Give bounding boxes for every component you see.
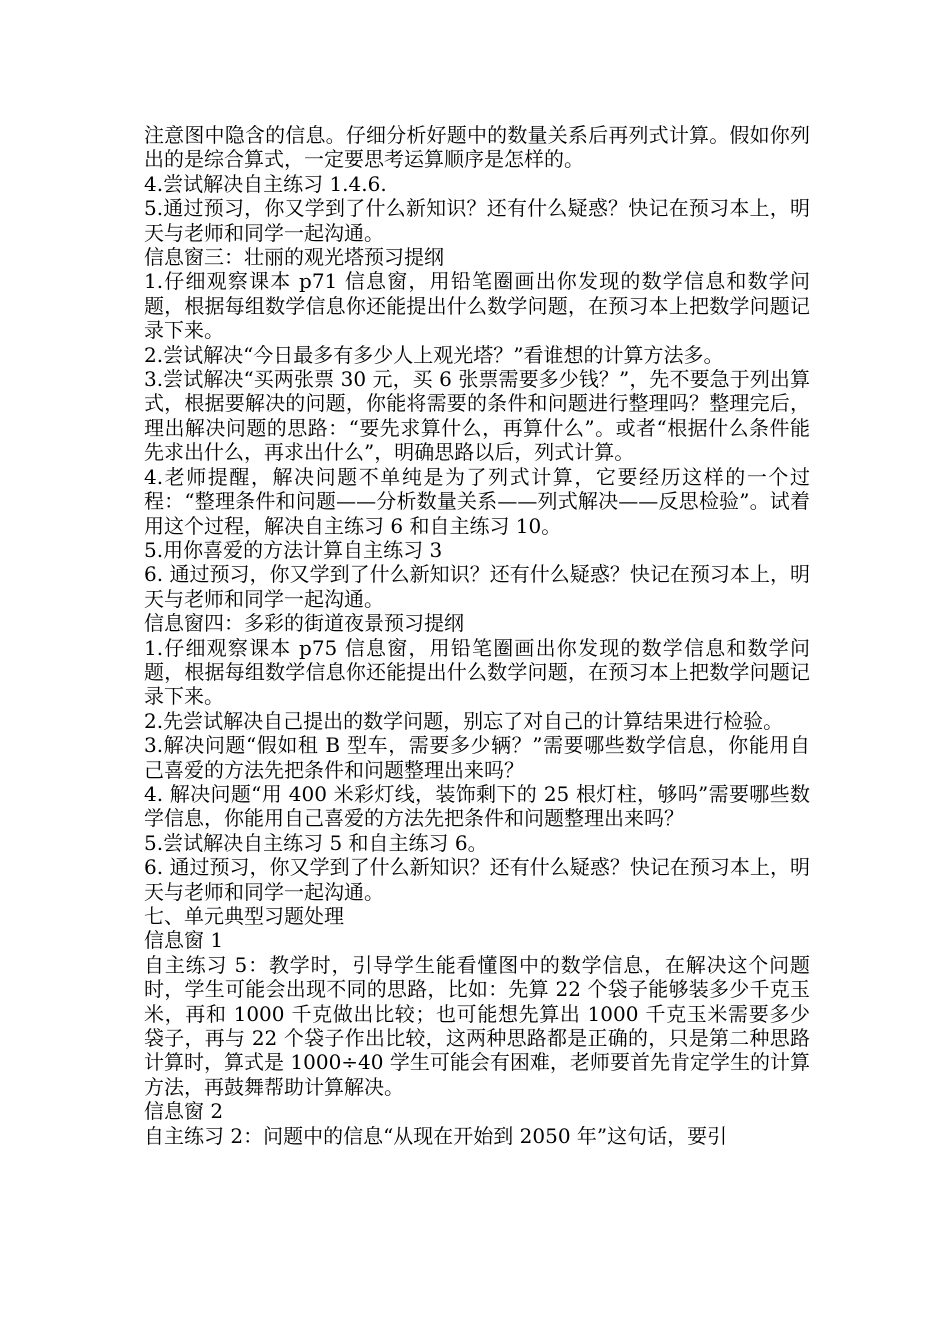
- paragraph-observe-p71: 1.仔细观察课本 p71 信息窗，用铅笔圈画出你发现的数学信息和数学问题，根据每组数学信息你还能提出什么数学问题，在预习本上把数学问题记录下来。: [144, 269, 810, 343]
- paragraph-hidden-info-note: 注意图中隐含的信息。仔细分析好题中的数量关系后再列式计算。假如你列出的是综合算式，一定要思考运算顺序是怎样的。: [144, 123, 810, 172]
- subheading-info-window-1: 信息窗 1: [144, 928, 224, 953]
- paragraph-preview-reflection-2: 6. 通过预习，你又学到了什么新知识？还有什么疑惑？快记在预习本上，明天与老师和同学一起沟通。: [144, 562, 810, 611]
- subheading-info-window-2: 信息窗 2: [144, 1099, 224, 1124]
- section-heading-info-window-3: 信息窗三：壮丽的观光塔预习提纲: [144, 245, 444, 270]
- paragraph-preview-reflection: 5.通过预习，你又学到了什么新知识？还有什么疑惑？快记在预习本上，明天与老师和同学一起沟通。: [144, 196, 810, 245]
- paragraph-try-exercises-1-4-6: 4.尝试解决自主练习 1.4.6.: [144, 171, 387, 196]
- paragraph-teacher-reminder: 4.老师提醒，解决问题不单纯是为了列式计算，它要经历这样的一个过程：“整理条件和问题——分析数量关系——列式解决——反思检验”。试着用这个过程，解决自主练习 6 和自主练习 10。: [144, 464, 810, 538]
- paragraph-exercise-5-corn: 自主练习 5：教学时，引导学生能看懂图中的数学信息，在解决这个问题时，学生可能会出现不同的思路，比如：先算 22 个袋子能够装多少千克玉米，再和 1000 千克做出比较；也可能想先算出 1000 千克玉米需要多少袋子，再与 22 个袋子作出比较，这两种思路都是正确的，只是第二种思路计算时，算式是 1000÷40 学生可能会有困难，老师要首先肯定学生的计算方法，再鼓舞帮助计算解决。: [144, 952, 810, 1099]
- paragraph-exercises-5-6: 5.尝试解决自主练习 5 和自主练习 6。: [144, 830, 488, 855]
- document-body: [144, 123, 810, 1148]
- paragraph-light-string: 4. 解决问题“用 400 米彩灯线，装饰剩下的 25 根灯柱，够吗”需要哪些数学信息，你能用自己喜爱的方法先把条件和问题整理出来吗？: [144, 781, 810, 831]
- paragraph-tower-visitors: 2.尝试解决“今日最多有多少人上观光塔？”看谁想的计算方法多。: [144, 342, 724, 367]
- section-heading-info-window-4: 信息窗四：多彩的街道夜景预习提纲: [144, 611, 464, 636]
- paragraph-bus-rental: 3.解决问题“假如租 B 型车，需要多少辆？”需要哪些数学信息，你能用自己喜爱的方法先把条件和问题整理出来吗？: [144, 733, 810, 782]
- paragraph-ticket-problem: 3.尝试解决“买两张票 30 元，买 6 张票需要多少钱？”，先不要急于列出算式，根据要解决的问题，你能将需要的条件和问题进行整理吗？整理完后，理出解决问题的思路：“要先求算什么，再算什么”。或者“根据什么条件能先求出什么，再求出什么”，明确思路以后，列式计算。: [144, 367, 810, 465]
- paragraph-observe-p75: 1.仔细观察课本 p75 信息窗，用铅笔圈画出你发现的数学信息和数学问题，根据每组数学信息你还能提出什么数学问题，在预习本上把数学问题记录下来。: [144, 635, 810, 709]
- section-heading-typical-exercises: 七、单元典型习题处理: [144, 904, 344, 928]
- paragraph-preview-reflection-3: 6. 通过预习，你又学到了什么新知识？还有什么疑惑？快记在预习本上，明天与老师和同学一起沟通。: [144, 855, 810, 904]
- paragraph-self-check: 2.先尝试解决自己提出的数学问题，别忘了对自己的计算结果进行检验。: [144, 708, 784, 733]
- paragraph-exercise-2-2050: 自主练习 2：问题中的信息“从现在开始到 2050 年”这句话，要引: [144, 1123, 728, 1148]
- paragraph-exercise-3: 5.用你喜爱的方法计算自主练习 3: [144, 537, 443, 562]
